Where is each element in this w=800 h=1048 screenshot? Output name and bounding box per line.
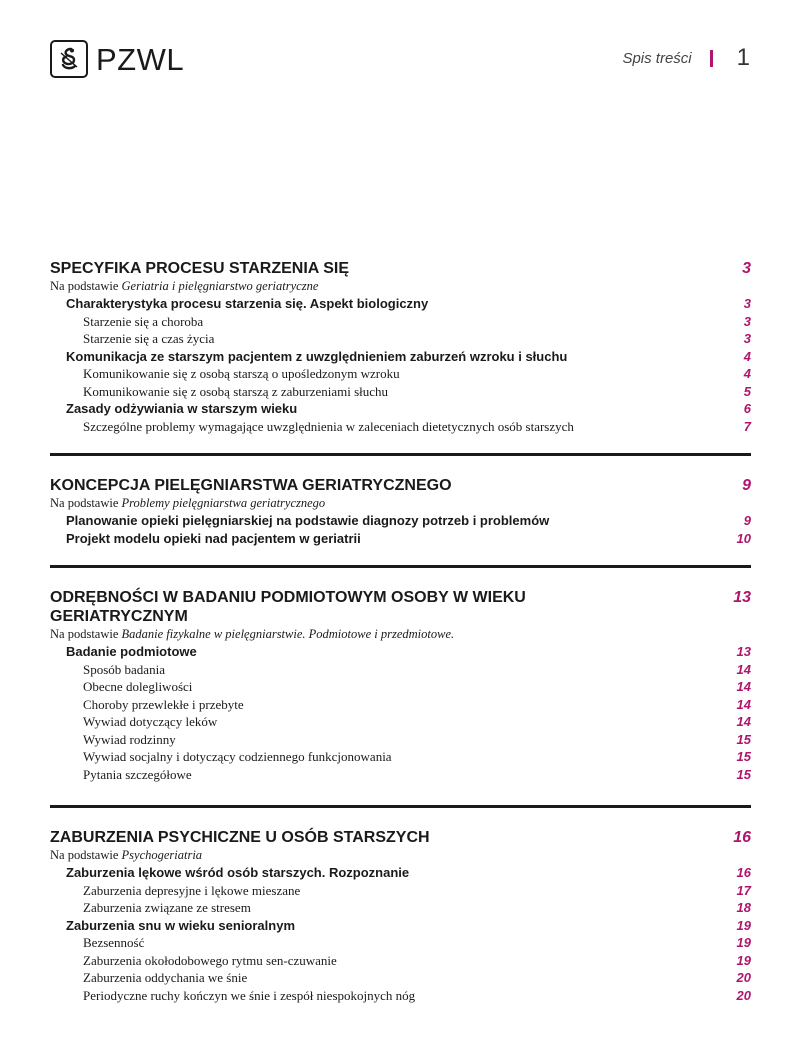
entry-page-number: 7: [743, 418, 751, 434]
entry-text: Pytania szczegółowe: [83, 766, 192, 782]
toc-subentry[interactable]: [50, 696, 751, 714]
toc-subentry[interactable]: [50, 330, 751, 348]
page-number: 1: [736, 44, 750, 71]
entry-page-number: 15: [736, 749, 751, 764]
entry-text: Szczególne problemy wymagające uwzględnienia w zaleceniach dietetycznych osób starszych: [83, 418, 574, 434]
source-note: [50, 847, 751, 864]
table-of-contents: [50, 259, 751, 1004]
section-title: ODRĘBNOŚCI W BADANIU PODMIOTOWYM OSOBY W WIEKU GERIATRYCZNYM: [50, 589, 526, 625]
entry-page-number: 18: [736, 900, 751, 915]
entry-page-number: 3: [743, 296, 751, 311]
section-page-number: 9: [742, 477, 751, 494]
entry-text: Charakterystyka procesu starzenia się. Aspekt biologiczny: [66, 296, 429, 311]
source-title: Problemy pielęgniarstwa geriatrycznego: [121, 496, 326, 510]
section-heading[interactable]: [50, 828, 751, 847]
section-title: KONCEPCJA PIELĘGNIARSTWA GERIATRYCZNEGO: [50, 477, 452, 494]
source-prefix: Na podstawie: [50, 279, 119, 293]
entry-page-number: 20: [736, 987, 751, 1003]
entry-page-number: 16: [736, 865, 751, 880]
section-divider: [50, 805, 751, 808]
entry-text: Komunikacja ze starszym pacjentem z uwzględnieniem zaburzeń wzroku i słuchu: [66, 348, 568, 364]
section-heading[interactable]: [50, 259, 751, 278]
entry-page-number: 3: [743, 313, 751, 329]
entry-page-number: 14: [736, 714, 751, 729]
entry-text: Choroby przewlekłe i przebyte: [83, 696, 244, 712]
entry-text: Starzenie się a czas życia: [83, 331, 215, 346]
toc-subentry[interactable]: [50, 766, 751, 784]
accent-bar: [710, 50, 713, 67]
toc-subentry[interactable]: [50, 882, 751, 900]
entry-text: Wywiad dotyczący leków: [83, 714, 218, 729]
entry-text: Sposób badania: [83, 661, 165, 677]
toc-chapter-entry[interactable]: [50, 864, 751, 882]
publisher-logo: [50, 40, 184, 78]
entry-text: Projekt modelu opieki nad pacjentem w geriatrii: [66, 530, 361, 546]
toc-subentry[interactable]: [50, 365, 751, 383]
toc-chapter-entry[interactable]: [50, 917, 751, 935]
entry-page-number: 13: [736, 644, 751, 659]
entry-page-number: 17: [736, 882, 751, 898]
entry-text: Wywiad rodzinny: [83, 731, 176, 747]
toc-section: [50, 588, 751, 783]
source-note: [50, 495, 751, 512]
toc-section: [50, 476, 751, 547]
source-note: [50, 278, 751, 295]
entry-page-number: 9: [743, 513, 751, 528]
section-divider: [50, 453, 751, 456]
page-header: [50, 40, 750, 82]
section-page-number: 13: [733, 589, 751, 606]
toc-section: [50, 828, 751, 1004]
toc-subentry[interactable]: [50, 313, 751, 331]
toc-subentry[interactable]: [50, 987, 751, 1005]
source-prefix: Na podstawie: [50, 848, 119, 862]
entry-page-number: 4: [743, 348, 751, 364]
source-prefix: Na podstawie: [50, 496, 119, 510]
toc-subentry[interactable]: [50, 934, 751, 952]
entry-page-number: 4: [743, 366, 751, 381]
entry-page-number: 19: [736, 952, 751, 968]
toc-chapter-entry[interactable]: [50, 400, 751, 418]
section-heading[interactable]: [50, 476, 751, 495]
toc-section: [50, 259, 751, 435]
entry-text: Zaburzenia okołodobowego rytmu sen-czuwanie: [83, 952, 337, 968]
toc-subentry[interactable]: [50, 952, 751, 970]
toc-subentry[interactable]: [50, 969, 751, 987]
running-header: [622, 46, 750, 70]
toc-subentry[interactable]: [50, 748, 751, 766]
toc-chapter-entry[interactable]: [50, 348, 751, 366]
entry-page-number: 15: [736, 731, 751, 747]
section-page-number: 3: [742, 260, 751, 277]
entry-text: Zaburzenia oddychania we śnie: [83, 970, 248, 985]
entry-page-number: 19: [736, 917, 751, 933]
source-title: Badanie fizykalne w pielęgniarstwie. Podmiotowe i przedmiotowe.: [121, 627, 455, 641]
snake-emblem-icon: [50, 40, 88, 78]
entry-page-number: 3: [743, 331, 751, 346]
running-title: Spis treści: [622, 49, 692, 67]
source-title: Psychogeriatria: [121, 848, 203, 862]
section-divider: [50, 565, 751, 568]
entry-text: Wywiad socjalny i dotyczący codziennego funkcjonowania: [83, 749, 392, 764]
toc-subentry[interactable]: [50, 661, 751, 679]
entry-text: Starzenie się a choroba: [83, 313, 204, 329]
entry-text: Komunikowanie się z osobą starszą z zaburzeniami słuchu: [83, 383, 389, 399]
toc-subentry[interactable]: [50, 713, 751, 731]
toc-subentry[interactable]: [50, 418, 751, 436]
section-heading[interactable]: [50, 588, 751, 626]
entry-page-number: 15: [736, 766, 751, 782]
toc-subentry[interactable]: [50, 383, 751, 401]
toc-chapter-entry[interactable]: [50, 530, 751, 548]
source-prefix: Na podstawie: [50, 627, 119, 641]
section-title: SPECYFIKA PROCESU STARZENIA SIĘ: [50, 260, 349, 277]
entry-text: Bezsenność: [83, 935, 145, 950]
entry-text: Zasady odżywiania w starszym wieku: [66, 401, 298, 416]
entry-page-number: 14: [736, 696, 751, 712]
entry-text: Badanie podmiotowe: [66, 644, 197, 659]
source-note: [50, 626, 751, 643]
entry-page-number: 14: [736, 679, 751, 694]
entry-text: Planowanie opieki pielęgniarskiej na podstawie diagnozy potrzeb i problemów: [66, 513, 550, 528]
entry-page-number: 14: [736, 661, 751, 677]
entry-page-number: 20: [736, 970, 751, 985]
entry-text: Obecne dolegliwości: [83, 679, 193, 694]
section-title: ZABURZENIA PSYCHICZNE U OSÓB STARSZYCH: [50, 829, 430, 846]
toc-subentry[interactable]: [50, 678, 751, 696]
entry-text: Komunikowanie się z osobą starszą o upośledzonym wzroku: [83, 366, 400, 381]
toc-chapter-entry[interactable]: [50, 295, 751, 313]
logo-text: PZWL: [96, 41, 185, 77]
entry-text: Periodyczne ruchy kończyn we śnie i zespół niespokojnych nóg: [83, 987, 416, 1003]
toc-subentry[interactable]: [50, 899, 751, 917]
entry-page-number: 6: [743, 401, 751, 416]
entry-text: Zaburzenia związane ze stresem: [83, 900, 251, 915]
entry-page-number: 10: [736, 530, 751, 546]
toc-chapter-entry[interactable]: [50, 512, 751, 530]
entry-text: Zaburzenia snu w wieku senioralnym: [66, 917, 296, 933]
toc-subentry[interactable]: [50, 731, 751, 749]
entry-page-number: 19: [736, 935, 751, 950]
toc-chapter-entry[interactable]: [50, 643, 751, 661]
entry-page-number: 5: [743, 383, 751, 399]
entry-text: Zaburzenia depresyjne i lękowe mieszane: [83, 882, 301, 898]
section-page-number: 16: [733, 829, 751, 846]
entry-text: Zaburzenia lękowe wśród osób starszych. Rozpoznanie: [66, 865, 410, 880]
source-title: Geriatria i pielęgniarstwo geriatryczne: [121, 279, 319, 293]
